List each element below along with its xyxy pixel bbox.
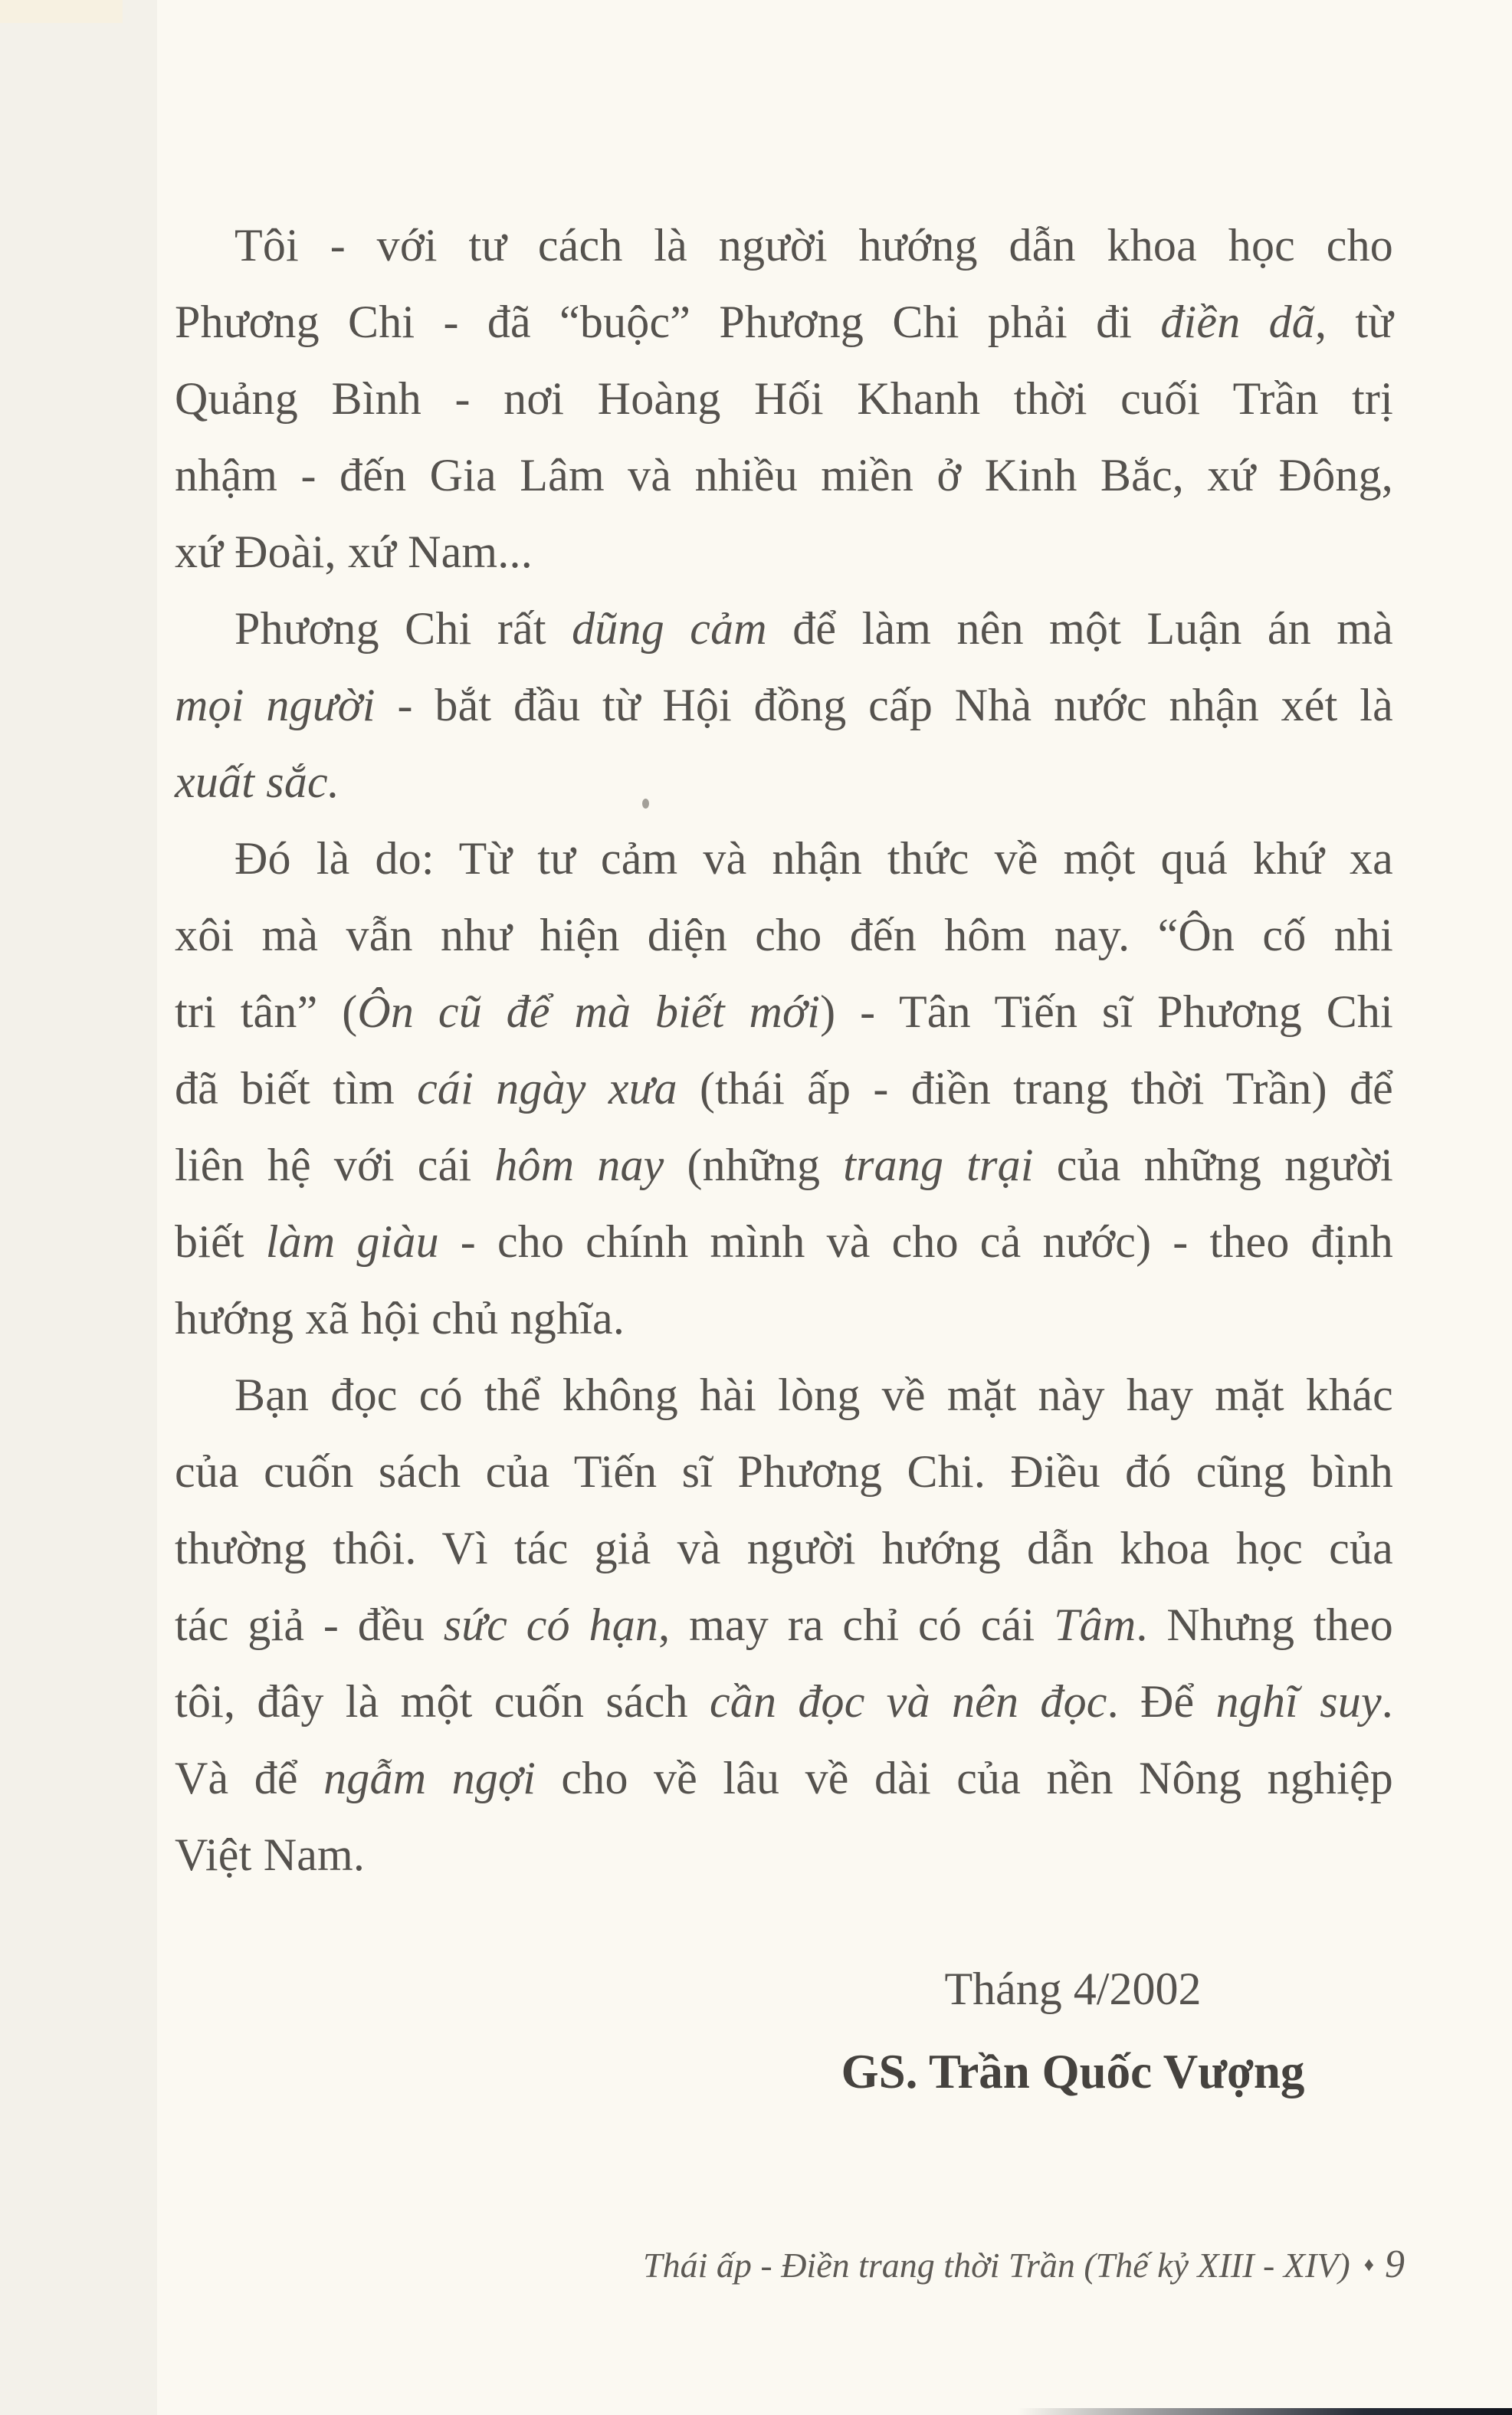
text-run: Đó là do: Từ tư cảm và nhận thức về một quá khứ xa: [235, 833, 1393, 884]
text-line: [175, 514, 1393, 590]
text-run: xôi mà vẫn như hiện diện cho đến hôm nay. “Ôn cố nhi: [175, 910, 1393, 960]
text-run: Việt Nam.: [175, 1829, 366, 1880]
text-run: biết: [175, 1216, 266, 1267]
text-line: [175, 1586, 1393, 1663]
page-left-margin-shade: [0, 0, 157, 2415]
paragraph: [175, 820, 1393, 1357]
text-run: ) - Tân Tiến sĩ Phương Chi: [820, 986, 1393, 1037]
text-line: [175, 1050, 1393, 1127]
text-line: [175, 1740, 1393, 1816]
text-run: Bạn đọc có thể không hài lòng về mặt này hay mặt khác: [235, 1370, 1393, 1420]
text-run: , may ra chỉ có cái: [658, 1600, 1054, 1650]
scan-edge-line: [1018, 2408, 1512, 2415]
text-line: [175, 1280, 1393, 1357]
text-line: [175, 1203, 1393, 1280]
text-run: . Nhưng theo: [1136, 1600, 1393, 1650]
text-run: hướng xã hội chủ nghĩa.: [175, 1293, 625, 1344]
text-run: Phương Chi - đã “buộc” Phương Chi phải đi: [175, 297, 1161, 347]
text-run: . Để: [1107, 1676, 1216, 1727]
footer-title: Thái ấp - Điền trang thời Trần (Thế kỷ XIII - XIV): [643, 2246, 1350, 2285]
text-line: [175, 743, 1393, 820]
emphasized-text-run: nghĩ suy: [1215, 1676, 1382, 1727]
running-footer: [643, 2242, 1405, 2289]
emphasized-text-run: dũng cảm: [572, 603, 767, 654]
text-run: (những: [664, 1140, 844, 1190]
emphasized-text-run: cái ngày xưa: [417, 1063, 677, 1114]
emphasized-text-run: xuất sắc.: [175, 756, 340, 807]
signature-block: [828, 1951, 1318, 2110]
text-line: [175, 1357, 1393, 1433]
text-line: [175, 1510, 1393, 1586]
emphasized-text-run: trang trại: [843, 1140, 1034, 1190]
text-line: [175, 897, 1393, 973]
text-line: [175, 360, 1393, 437]
text-run: tri tân” (: [175, 986, 358, 1037]
text-line: [175, 820, 1393, 897]
text-run: để làm nên một Luận án mà: [766, 603, 1393, 654]
emphasized-text-run: hôm nay: [494, 1140, 664, 1190]
signature-date: Tháng 4/2002: [944, 1964, 1202, 2014]
body-text: [175, 207, 1393, 1893]
text-run: đã biết tìm: [175, 1063, 418, 1114]
text-run: .: [1381, 1676, 1393, 1727]
text-run: Và để: [175, 1753, 324, 1803]
text-line: [175, 667, 1393, 743]
text-line: [175, 1433, 1393, 1510]
text-line: [175, 1127, 1393, 1203]
text-line: [175, 973, 1393, 1050]
text-run: - bắt đầu từ Hội đồng cấp Nhà nước nhận xét là: [375, 680, 1393, 730]
signature-name: GS. Trần Quốc Vượng: [841, 2045, 1305, 2098]
emphasized-text-run: ngẫm ngợi: [323, 1753, 536, 1803]
text-line: [175, 437, 1393, 514]
paragraph: [175, 1357, 1393, 1893]
emphasized-text-run: Ôn cũ để mà biết mới: [357, 986, 821, 1037]
emphasized-text-run: điền dã: [1160, 297, 1316, 347]
emphasized-text-run: sức có hạn: [443, 1600, 659, 1650]
emphasized-text-run: Tâm: [1054, 1600, 1136, 1650]
page-top-shade: [0, 0, 123, 23]
text-run: tôi, đây là một cuốn sách: [175, 1676, 710, 1727]
scan-artifact-dot: [642, 799, 649, 809]
page-number: 9: [1385, 2243, 1405, 2286]
text-run: thường thôi. Vì tác giả và người hướng dẫn khoa học của: [175, 1523, 1393, 1573]
text-run: Tôi - với tư cách là người hướng dẫn khoa học cho: [235, 220, 1393, 271]
text-run: Phương Chi rất: [235, 603, 572, 654]
text-run: (thái ấp - điền trang thời Trần) để: [677, 1063, 1393, 1114]
diamond-icon: ♦: [1363, 2253, 1374, 2276]
paragraph: [175, 207, 1393, 590]
text-run: xứ Đoài, xứ Nam...: [175, 527, 533, 577]
text-run: - cho chính mình và cho cả nước) - theo định: [438, 1216, 1393, 1267]
text-run: tác giả - đều: [175, 1600, 444, 1650]
text-run: của cuốn sách của Tiến sĩ Phương Chi. Điều đó cũng bình: [175, 1446, 1393, 1497]
paragraph: [175, 590, 1393, 820]
emphasized-text-run: mọi người: [175, 680, 376, 730]
text-line: [175, 590, 1393, 667]
text-run: cho về lâu về dài của nền Nông nghiệp: [536, 1753, 1393, 1803]
text-run: của những người: [1033, 1140, 1394, 1190]
text-line: [175, 207, 1393, 284]
text-run: , từ: [1315, 297, 1393, 347]
text-run: Quảng Bình - nơi Hoàng Hối Khanh thời cuối Trần trị: [175, 373, 1393, 424]
emphasized-text-run: cần đọc và nên đọc: [709, 1676, 1107, 1727]
text-line: [175, 284, 1393, 360]
text-run: nhậm - đến Gia Lâm và nhiều miền ở Kinh Bắc, xứ Đông,: [175, 450, 1393, 500]
text-run: liên hệ với cái: [175, 1140, 495, 1190]
text-line: [175, 1816, 1393, 1893]
emphasized-text-run: làm giàu: [265, 1216, 439, 1267]
text-line: [175, 1663, 1393, 1740]
